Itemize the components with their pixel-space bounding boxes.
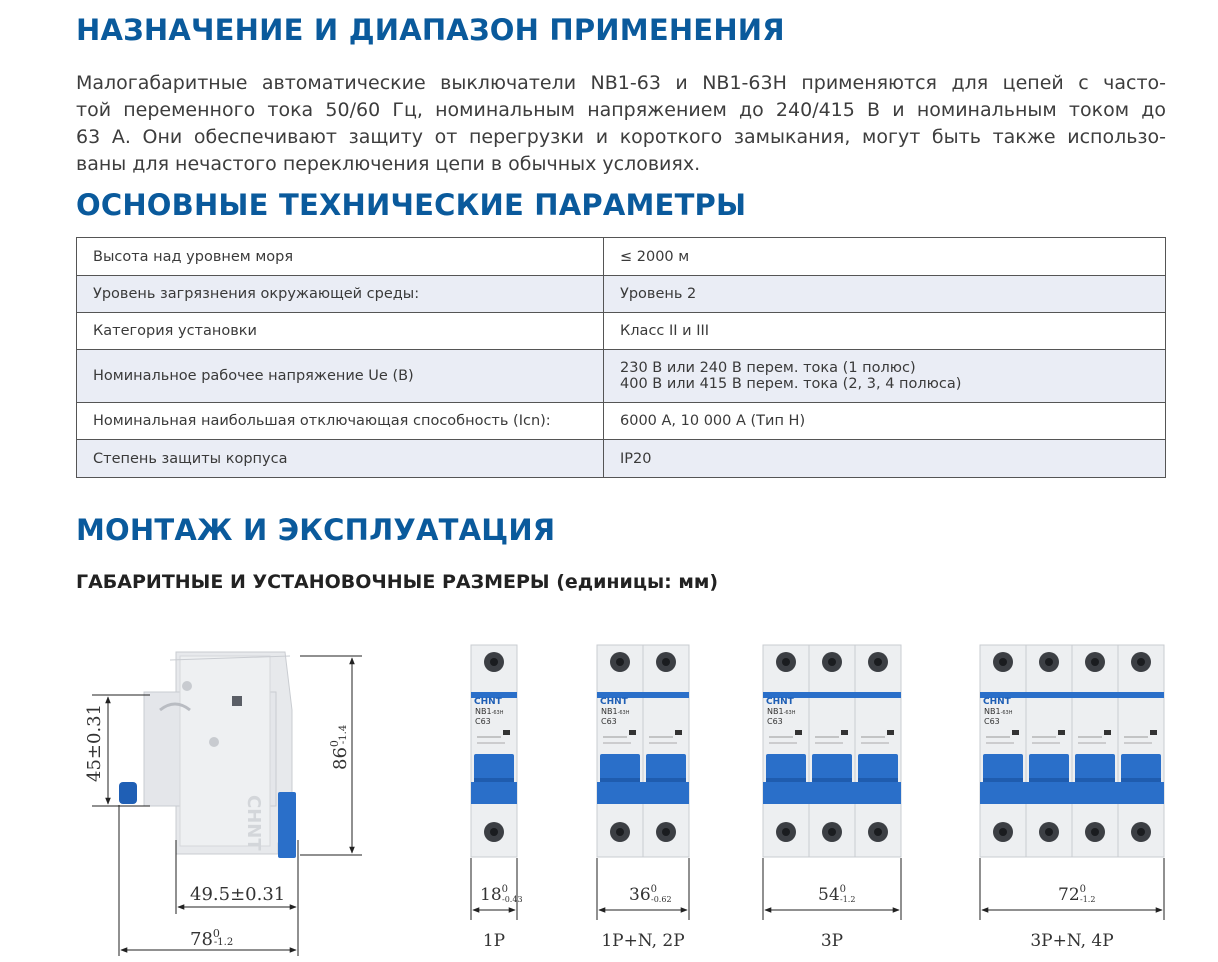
dims-title: ГАБАРИТНЫЕ И УСТАНОВОЧНЫЕ РАЗМЕРЫ (единицы: мм) [76, 571, 719, 593]
breaker-brand: CHNT [766, 697, 794, 707]
breaker-caption: 3P+N, 4P [1030, 931, 1114, 951]
param-key: Номинальное рабочее напряжение Ue (В) [77, 350, 604, 403]
breaker-3p [763, 645, 901, 951]
side-depth-total: $78^0$ -1.2 [190, 927, 234, 950]
purpose-line: ваны для нечастого переключения цепи в обычных условиях. [76, 153, 701, 175]
breaker-width: $72^0$ -1.2 [1058, 884, 1096, 905]
breaker-1p [471, 645, 523, 951]
param-value [604, 350, 1166, 403]
params-row [77, 313, 1166, 350]
breaker-rating: C63 [767, 717, 783, 726]
svg-text:860-1.4: $86^0-1.4$ [328, 724, 351, 770]
breaker-model: NB1-63H [767, 707, 796, 716]
param-value-line: 230 В или 240 В перем. тока (1 полюс) [620, 360, 916, 376]
breaker-width: $54^0$ -1.2 [818, 884, 856, 905]
param-value-line: 400 В или 415 В перем. тока (2, 3, 4 полюса) [620, 376, 962, 392]
breaker-rating: C63 [601, 717, 617, 726]
param-key: Уровень загрязнения окружающей среды: [77, 276, 604, 313]
purpose-line: 63 А. Они обеспечивают защиту от перегрузки и короткого замыкания, могут быть также использо- [76, 126, 1166, 148]
breaker-caption: 3P [820, 931, 844, 951]
param-key: Категория установки [77, 313, 604, 350]
param-value [604, 403, 1166, 440]
param-key: Степень защиты корпуса [77, 440, 604, 478]
side-view [119, 652, 296, 858]
breaker-width: $18^0$ -0.43 [480, 884, 523, 905]
side-brand: CHNT [243, 795, 264, 851]
breaker-caption: 1P+N, 2P [601, 931, 685, 951]
front-views [471, 645, 1164, 951]
params-row [77, 440, 1166, 478]
params-row [77, 238, 1166, 276]
param-value-line: Класс II и III [620, 323, 710, 339]
purpose-title: НАЗНАЧЕНИЕ И ДИАПАЗОН ПРИМЕНЕНИЯ [76, 13, 785, 47]
param-key: Высота над уровнем моря [77, 238, 604, 276]
breaker-brand: CHNT [600, 697, 628, 707]
purpose-line: той переменного тока 50/60 Гц, номинальным напряжением до 240/415 В и номинальным током до [76, 99, 1166, 121]
side-depth-label: 49.5±0.31 [190, 884, 286, 905]
breaker-brand: CHNT [474, 697, 502, 707]
mount-title: МОНТАЖ И ЭКСПЛУАТАЦИЯ [76, 513, 556, 547]
breaker-model: NB1-63H [475, 707, 504, 716]
params-title: ОСНОВНЫЕ ТЕХНИЧЕСКИЕ ПАРАМЕТРЫ [76, 188, 747, 222]
dimension-drawings [0, 600, 1218, 962]
breaker-brand: CHNT [983, 697, 1011, 707]
param-value-line: IP20 [620, 450, 652, 467]
breaker-2p [597, 645, 689, 951]
param-value-line: 6000 А, 10 000 А (Тип Н) [620, 413, 806, 429]
params-row [77, 276, 1166, 313]
breaker-caption: 1P [482, 931, 506, 951]
param-value-line: Уровень 2 [620, 286, 697, 302]
params-row [77, 350, 1166, 403]
breaker-model: NB1-63H [984, 707, 1013, 716]
breaker-rating: C63 [475, 717, 491, 726]
side-height-label: 45±0.31 [84, 703, 105, 782]
breaker-4p [980, 645, 1164, 951]
purpose-paragraph [76, 70, 1166, 178]
breaker-model: NB1-63H [601, 707, 630, 716]
param-value [604, 276, 1166, 313]
param-value [604, 238, 1166, 276]
param-value [604, 313, 1166, 350]
purpose-line: Малогабаритные автоматические выключатели NB1-63 и NB1-63H применяются для цепей с часто- [76, 72, 1166, 94]
param-value-line: ≤ 2000 м [620, 248, 690, 265]
breaker-width: $36^0$ -0.62 [629, 884, 672, 905]
params-row [77, 403, 1166, 440]
side-height-total [328, 725, 351, 770]
param-key: Номинальная наибольшая отключающая способность (Icn): [77, 403, 604, 440]
params-table [76, 237, 1166, 478]
param-value [604, 440, 1166, 478]
breaker-rating: C63 [984, 717, 1000, 726]
